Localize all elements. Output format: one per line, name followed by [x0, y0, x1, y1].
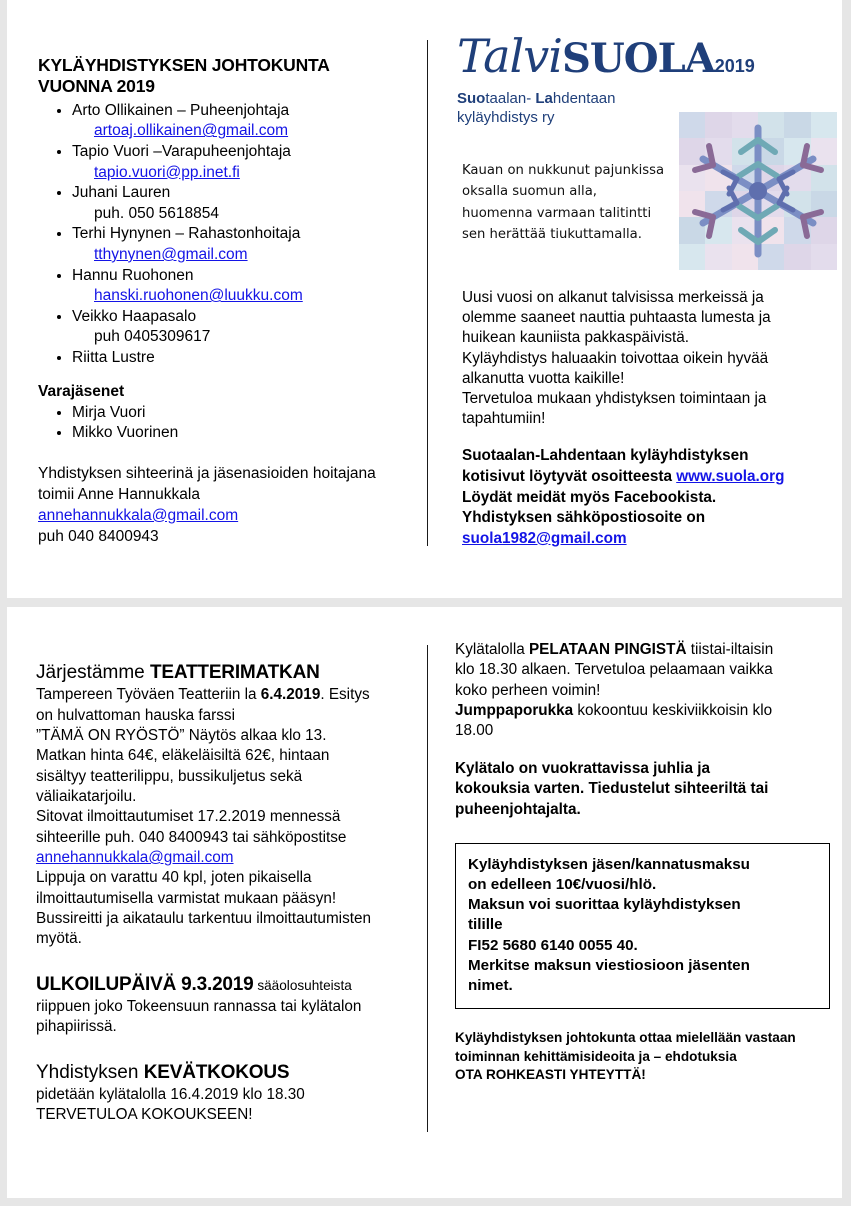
assoc-rest-2: hdentaan	[552, 90, 616, 107]
theatre-line6: sisältyy teatterilippu, bussikuljetus sekä	[36, 767, 303, 785]
activities-line1-suffix: tiistai-iltaisin	[686, 641, 774, 658]
intro-paragraph	[462, 288, 837, 429]
activities-line1-prefix: Kylätalolla	[455, 641, 529, 658]
theatre-line9: sihteerille puh. 040 8400943 tai sähköpostitse	[36, 828, 347, 846]
theatre-line5: Matkan hinta 64€, eläkeläisiltä 62€, hintaan	[36, 747, 330, 765]
secretary-phone: puh 040 8400943	[38, 527, 159, 545]
secretary-line1: Yhdistyksen sihteerinä ja jäsenasioiden hoitajana	[38, 464, 376, 482]
list-item	[72, 307, 398, 348]
intro-line: tapahtumiin!	[462, 410, 546, 428]
assoc-line2: kyläyhdistys ry	[457, 109, 555, 127]
fee-line: nimet.	[468, 976, 513, 994]
poem-line: huomenna varmaan talitintti	[462, 205, 652, 221]
member-name: Hannu Ruohonen	[72, 266, 194, 284]
theatre-trip	[36, 660, 411, 950]
contact-line1: Suotaalan-Lahdentaan kyläyhdistyksen	[462, 447, 749, 465]
pingpong-label: PELATAAN PINGISTÄ	[528, 641, 687, 658]
spacer	[36, 950, 411, 972]
outdoor-line2: riippuen joko Tokeensuun rannassa tai kylätalon	[36, 998, 362, 1015]
intro-line: Kyläyhdistys haluaakin toivottaa oikein hyvää	[462, 349, 769, 367]
alternates-list	[38, 403, 398, 444]
column-divider-page-2	[427, 645, 428, 1132]
snowflake-icon	[679, 112, 837, 270]
page-1	[7, 0, 842, 598]
association-name	[457, 89, 672, 127]
spring-meeting-heading: KEVÄTKOKOUS	[143, 1061, 290, 1083]
list-item: • Mikko Vuorinen	[72, 423, 398, 444]
list-item	[72, 348, 398, 369]
spring-meeting-line3: TERVETULOA KOKOUKSEEN!	[36, 1106, 253, 1124]
logo-script-part: Talvi	[457, 29, 562, 83]
activities-line4-suffix: kokoontuu keskiviikkoisin klo	[573, 702, 773, 720]
board-section	[38, 55, 398, 548]
spring-meeting-prefix: Yhdistyksen	[36, 1061, 144, 1083]
list-item	[72, 142, 398, 183]
spacer	[36, 1038, 411, 1060]
logo-year: 2019	[714, 56, 755, 76]
poem-line: oksalla suomun alla,	[462, 184, 597, 200]
member-email-link[interactable]: hanski.ruohonen@luukku.com	[94, 287, 303, 305]
board-title-line2: VUONNA 2019	[38, 76, 155, 97]
member-phone: puh. 050 5618854	[94, 204, 219, 222]
member-name: Arto Ollikainen – Puheenjohtaja	[72, 101, 290, 119]
fee-line: Merkitse maksun viestiosioon jäsenten	[468, 956, 750, 974]
closing-line: toiminnan kehittämisideoita ja – ehdotuksia	[455, 1048, 737, 1064]
closing-call-to-action: OTA ROHKEASTI YHTEYTTÄ!	[455, 1066, 646, 1082]
member-name: Veikko Haapasalo	[72, 307, 197, 325]
list-item	[72, 224, 398, 265]
activities-paragraph	[455, 640, 830, 742]
member-email-link[interactable]: tapio.vuori@pp.inet.fi	[94, 163, 240, 181]
board-title	[38, 55, 398, 98]
fee-line: tilille	[468, 916, 503, 934]
intro-section	[462, 288, 837, 550]
rental-paragraph	[455, 759, 830, 821]
secretary-info	[38, 464, 398, 548]
contact-line4: Yhdistyksen sähköpostiosoite on	[462, 509, 706, 527]
fee-line: on edelleen 10€/vuosi/hlö.	[468, 875, 657, 893]
theatre-email-link[interactable]: annehannukkala@gmail.com	[36, 849, 234, 867]
intro-line: Tervetuloa mukaan yhdistyksen toimintaan ja	[462, 389, 767, 407]
spring-meeting-line2: pidetään kylätalolla 16.4.2019 klo 18.30	[36, 1085, 305, 1103]
outdoor-day-tail: sääolosuhteista	[253, 977, 352, 993]
intro-line: olemme saaneet nauttia puhtaasta lumesta ja	[462, 309, 771, 327]
member-email-link[interactable]: artoaj.ollikainen@gmail.com	[94, 122, 289, 140]
activities-line3: koko perheen voimin!	[455, 681, 601, 699]
theatre-date: 6.4.2019	[260, 686, 321, 704]
board-member-list	[38, 101, 398, 369]
assoc-bold-1: Suo	[457, 90, 486, 107]
theatre-line7: väliaikatarjoilu.	[36, 787, 137, 805]
membership-fee-box	[455, 843, 830, 1010]
list-item	[72, 183, 398, 224]
rental-line3: puheenjohtajalta.	[455, 801, 581, 818]
rental-line2: kokouksia varten. Tiedustelut sihteeriltä tai	[455, 780, 769, 798]
info-section	[455, 640, 830, 1084]
member-email-link[interactable]: tthynynen@gmail.com	[94, 245, 248, 263]
website-link[interactable]: www.suola.org	[676, 467, 785, 485]
theatre-line8: Sitovat ilmoittautumiset 17.2.2019 mennessä	[36, 808, 341, 826]
association-email-link[interactable]: suola1982@gmail.com	[462, 529, 627, 547]
poem-line: sen herättää tiukuttamalla.	[462, 227, 642, 243]
theatre-line11: ilmoittautumisella varmistat mukaan pääsyn!	[36, 889, 337, 907]
intro-line: huikean kauniista pakkaspäivistä.	[462, 329, 690, 347]
theatre-line2-prefix: Tampereen Työväen Teatteriin la	[36, 686, 261, 704]
theatre-line13: myötä.	[36, 930, 82, 948]
closing-line: Kyläyhdistyksen johtokunta ottaa mielellään vastaan	[455, 1030, 796, 1046]
member-name: Riitta Lustre	[72, 349, 155, 366]
theatre-line12: Bussireitti ja aikataulu tarkentuu ilmoittautumisten	[36, 910, 371, 928]
theatre-line10: Lippuja on varattu 40 kpl, joten pikaisella	[36, 869, 312, 887]
activities-line5: 18.00	[455, 722, 494, 740]
alternates-heading: Varajäsenet	[38, 382, 125, 400]
theatre-heading: TEATTERIMATKAN	[150, 662, 320, 683]
closing-paragraph	[455, 1029, 830, 1084]
fee-line: Kyläyhdistyksen jäsen/kannatusmaksu	[468, 855, 750, 873]
intro-line: Uusi vuosi on alkanut talvisissa merkeissä ja	[462, 289, 764, 306]
theatre-line2-suffix: . Esitys	[320, 686, 370, 704]
snowflake-image	[679, 112, 837, 270]
secretary-line2: toimii Anne Hannukkala	[38, 485, 200, 503]
member-name: Terhi Hynynen – Rahastonhoitaja	[72, 225, 301, 243]
snowflake-center	[749, 182, 767, 200]
assoc-rest-1: taalan-	[485, 90, 536, 107]
outdoor-line3: pihapiirissä.	[36, 1018, 117, 1036]
assoc-bold-2: La	[535, 90, 553, 107]
secretary-email-link[interactable]: annehannukkala@gmail.com	[38, 506, 239, 524]
outdoor-day	[36, 972, 411, 1038]
contact-paragraph	[462, 446, 837, 549]
intro-line: alkanutta vuotta kaikille!	[462, 369, 625, 387]
fee-line: Maksun voi suorittaa kyläyhdistyksen	[468, 896, 741, 914]
list-item: • Mirja Vuori	[72, 403, 398, 424]
theatre-line4: ”TÄMÄ ON RYÖSTÖ” Näytös alkaa klo 13.	[36, 726, 327, 744]
outdoor-day-title: ULKOILUPÄIVÄ 9.3.2019	[36, 973, 254, 995]
contact-line2-prefix: kotisivut löytyvät osoitteesta	[462, 467, 677, 485]
events-section	[36, 660, 411, 1126]
column-divider-page-1	[427, 40, 428, 546]
poem-text	[462, 160, 667, 246]
list-item	[72, 101, 398, 142]
board-title-line1: KYLÄYHDISTYKSEN JOHTOKUNTA	[38, 55, 330, 75]
activities-line2: klo 18.30 alkaen. Tervetuloa pelaamaan vaikka	[455, 661, 773, 679]
rental-line1: Kylätalo on vuokrattavissa juhlia ja	[455, 759, 711, 777]
logo-bold-part: SUOLA	[561, 35, 715, 82]
list-item	[72, 266, 398, 307]
member-phone: puh 0405309617	[94, 328, 211, 346]
gym-group-label: Jumppaporukka	[455, 702, 574, 720]
theatre-lead-prefix: Järjestämme	[36, 662, 151, 683]
member-name: Juhani Lauren	[72, 184, 171, 202]
publication-logo	[457, 29, 842, 83]
theatre-line3: on hulvattoman hauska farssi	[36, 706, 235, 724]
contact-line3: Löydät meidät myös Facebookista.	[462, 488, 717, 506]
spring-meeting	[36, 1060, 411, 1126]
bank-account-number: FI52 5680 6140 0055 40.	[468, 936, 638, 954]
member-name: Tapio Vuori –Varapuheenjohtaja	[72, 142, 291, 160]
poem-line: Kauan on nukkunut pajunkissa	[462, 163, 665, 178]
